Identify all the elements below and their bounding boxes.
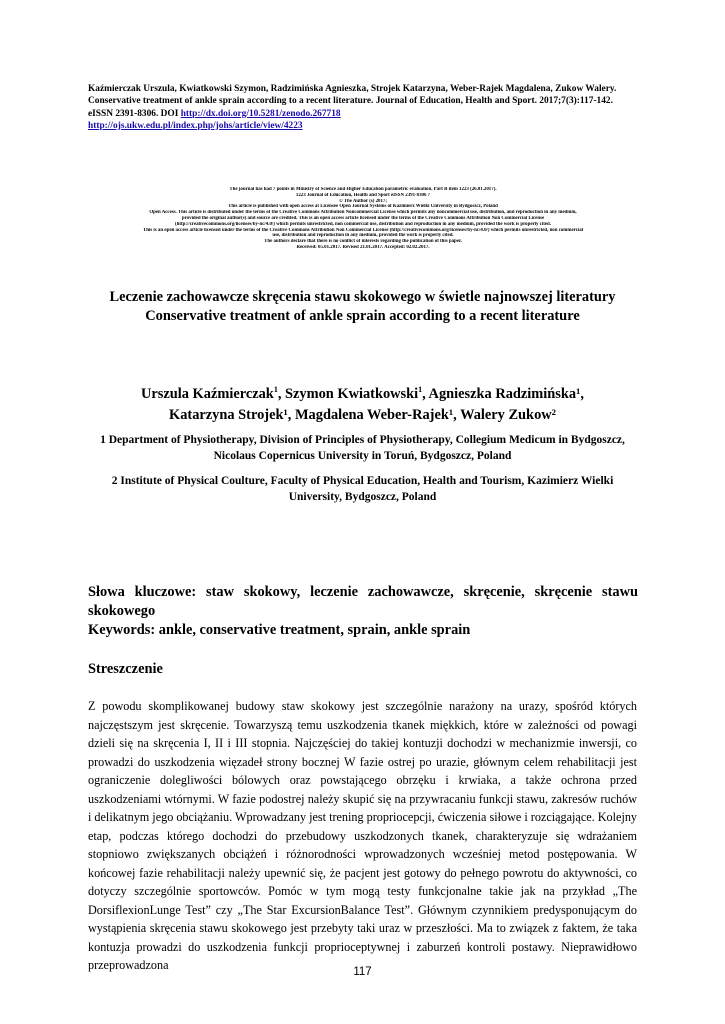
notice-line: © The Author (s) 2017; <box>338 198 388 204</box>
author-list <box>90 384 635 426</box>
abstract-heading: Streszczenie <box>88 661 163 677</box>
notice-line: Open Access. This article is distributed under the terms of the Creative Commons Attribution Noncommercial License which permits any noncommercial use, distribution, and reproduction in any medium, <box>149 210 577 216</box>
notice-line: (http://creativecommons.org/licenses/by-nc/4.0/) which permits unrestricted, non commercial use, distribution and reproduction in any medium, provided the work is properly cited. <box>175 221 551 227</box>
author-name: Urszula Kaźmierczak <box>141 386 274 402</box>
paper-title <box>90 288 635 325</box>
author-name: , Agnieszka Radzimińska¹, <box>422 386 584 402</box>
author-line-2: Katarzyna Strojek¹, Magdalena Weber-Rajek¹, Walery Zukow² <box>169 407 556 423</box>
keywords-block <box>88 583 638 640</box>
notice-line: This article is published with open access at Licensee Open Journal Systems of Kazimierz Wielki University in Bydgoszcz, Poland <box>228 204 498 210</box>
citation-block <box>88 83 640 132</box>
keywords-english: Keywords: ankle, conservative treatment, sprain, ankle sprain <box>88 622 471 638</box>
notice-line: use, distribution and reproduction in any medium, provided the work is properly cited. <box>272 233 454 239</box>
license-notice <box>58 187 668 251</box>
citation-issn: eISSN 2391-8306. DOI <box>88 108 181 119</box>
notice-line: Received: 05.01.2017. Revised 21.01.2017. Accepted: 02.02.2017. <box>296 244 430 250</box>
notice-line: This is an open access article licensed under the terms of the Creative Commons Attribution Non Commercial License (http://creativecommons.org/licenses/by-nc/4.0/) which permits unrestricted, non commercial <box>142 227 584 233</box>
affiliation-marker: 1 <box>273 385 278 394</box>
notice-line: 1223 Journal of Education, Health and Sport eISSN 2391-8306 7 <box>295 192 431 198</box>
doi-link[interactable]: http://dx.doi.org/10.5281/zenodo.267718 <box>180 108 341 119</box>
notice-line: The authors declare that there is no conflict of interests regarding the publication of this paper. <box>264 239 462 245</box>
title-english: Conservative treatment of ankle sprain according to a recent literature <box>145 307 580 324</box>
keywords-polish: Słowa kluczowe: staw skokowy, leczenie zachowawcze, skręcenie, skręcenie stawu skokowego <box>88 584 638 619</box>
article-url-link[interactable]: http://ojs.ukw.edu.pl/index.php/johs/article/view/4223 <box>88 120 303 131</box>
citation-line-4 <box>88 120 640 132</box>
affiliation-marker: 1 <box>418 385 423 394</box>
author-name: , Szymon Kwiatkowski <box>277 386 419 402</box>
affiliation-1: 1 Department of Physiotherapy, Division of Principles of Physiotherapy, Collegium Medicum in Bydgoszcz, Nicolaus Copernicus University in Toruń, Bydgoszcz, Poland <box>100 434 625 462</box>
notice-line: The journal has had 7 points in Ministry of Science and Higher Education parametric evaluation. Part B item 1223 (26.01.2017). <box>229 187 497 192</box>
page-number: 117 <box>353 966 372 978</box>
citation-line-3 <box>88 108 640 120</box>
title-polish: Leczenie zachowawcze skręcenia stawu skokowego w świetle najnowszej literatury <box>109 289 616 305</box>
abstract-text: Z powodu skomplikowanej budowy staw skokowy jest szczególnie narażony na urazy, spośród których najczęstszym jest skręcenie. Towarzyszą temu uszkodzenia tkanek miękkich, które w zależności od powagi dzieli się na skręcenia I, II i III stopnia. Najczęściej do takiej kontuzji dochodzi w mechanizmie inwersji, co prowadzi do uszkodzenia więzadeł strony bocznej W fazie ostrej po urazie, głównym celem rehabilitacji jest ograniczenie dolegliwości bólowych oraz powstającego obrzęku i krwiaka, a także ochrona przed uszkodzeniami wtórnymi. W fazie podostrej należy skupić się na przywracaniu funkcji stawu, zakresów ruchów i delikatnym jego obciążaniu. Wprowadzany jest trening propriocepcji, ćwiczenia siłowe i rozciągające. Kolejny etap, podczas którego dochodzi do przebudowy uszkodzonych tkanek, charakteryzuje się wdrażaniem stopniowo zwiększanych obciążeń i różnorodności wprowadzonych wcześniej metod postępowania. W końcowej fazie rehabilitacji należy upewnić się, że pacjent jest gotowy do pełnego powrotu do aktywności, co dotyczy szczególnie sportowców. Pomóc w tym mogą testy funkcjonalne takie jak na przykład „The DorsiflexionLunge Test” czy „The Star ExcursionBalance Test”. Głównym czynnikiem predysponującym do wystąpienia skręcenia stawu skokowego jest przebyty taki uraz w przeszłości. Ma to związek z faktem, że taka kontuzja prowadzi do uszkodzenia funkcji proprioceptywnej i zaburzeń kontroli postawy. Nieprawidłowo przeprowadzona <box>88 699 638 972</box>
citation-line-2: Conservative treatment of ankle sprain according to a recent literature. Journal of Education, Health and Sport. 2017;7(3):117-142. <box>88 96 613 107</box>
affiliation-2: 2 Institute of Physical Coulture, Faculty of Physical Education, Health and Tourism, Kazimierz Wielki University, Bydgoszcz, Poland <box>111 475 614 503</box>
notice-line: provided the original author(s) and source are credited. This is an open access article licensed under the terms of the Creative Commons Attribution Non Commercial License <box>181 215 545 221</box>
author-line-1 <box>90 384 635 405</box>
citation-line-1: Kaźmierczak Urszula, Kwiatkowski Szymon, Radzimińska Agnieszka, Strojek Katarzyna, Weber-Rajek Magdalena, Zukow Walery. <box>88 84 617 94</box>
